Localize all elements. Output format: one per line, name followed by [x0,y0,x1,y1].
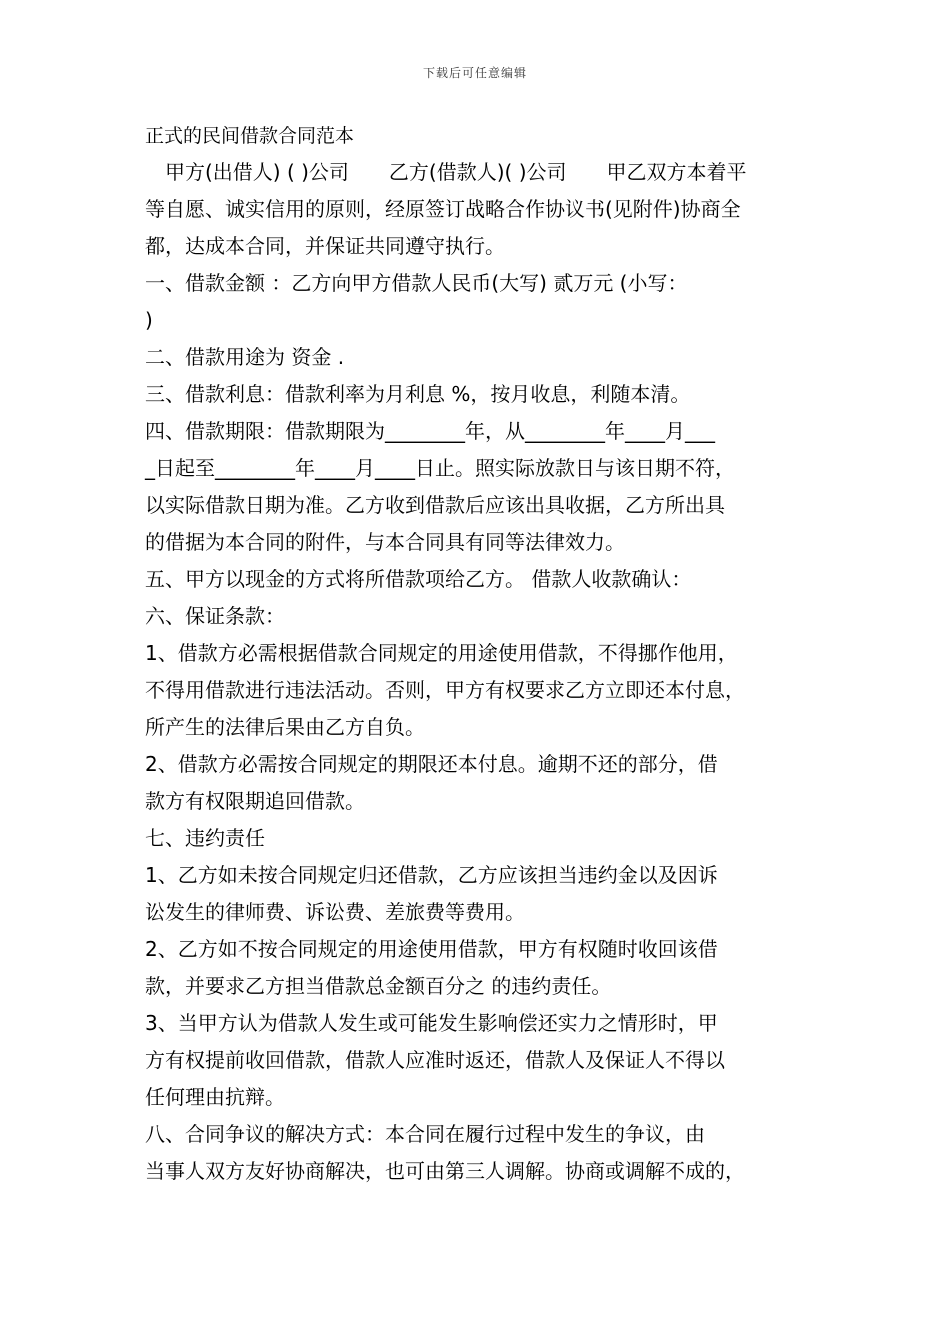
paragraph-line: 八、合同争议的解决方式：本合同在履行过程中发生的争议，由 [145,1122,705,1146]
paragraph-line: 甲方(出借人) ( )公司 乙方(借款人)( )公司 甲乙双方本着平 [145,160,747,184]
paragraph-line: 2、借款方必需按合同规定的期限还本付息。逾期不还的部分，借 [145,752,718,776]
paragraph-line: 五、甲方以现金的方式将所借款项给乙方。 借款人收款确认： [145,567,692,591]
paragraph-line: ) [145,308,153,332]
paragraph-line: 的借据为本合同的附件，与本合同具有同等法律效力。 [145,530,625,554]
paragraph-line: 七、违约责任 [145,826,265,850]
paragraph-line: 一、借款金额 ：乙方向甲方借款人民币(大写) 贰万元 (小写： [145,271,688,295]
paragraph-line: 都，达成本合同，并保证共同遵守执行。 [145,234,505,258]
contract-body [145,154,825,1190]
paragraph-line: 2、乙方如不按合同规定的用途使用借款，甲方有权随时收回该借 [145,937,718,961]
paragraph-line: 三、借款利息：借款利率为月利息 %，按月收息，利随本清。 [145,382,691,406]
paragraph-line: 以实际借款日期为准。乙方收到借款后应该出具收据，乙方所出具 [145,493,725,517]
paragraph-line: 二、借款用途为 资金 . [145,345,345,369]
paragraph-line: 等自愿、诚实信用的原则，经原签订战略合作协议书(见附件)协商全 [145,197,741,221]
document-title: 正式的民间借款合同范本 [145,125,355,147]
paragraph-line: _日起至________年____月____日止。照实际放款日与该日期不符， [145,456,735,480]
paragraph-line: 所产生的法律后果由乙方自负。 [145,715,425,739]
paragraph-line: 款方有权限期追回借款。 [145,789,365,813]
paragraph-line: 讼发生的律师费、诉讼费、差旅费等费用。 [145,900,525,924]
paragraph-line: 四、借款期限：借款期限为________年，从________年____月___ [145,419,715,443]
header-note: 下载后可任意编辑 [422,66,527,80]
paragraph-line: 3、当甲方认为借款人发生或可能发生影响偿还实力之情形时，甲 [145,1011,718,1035]
paragraph-line: 不得用借款进行违法活动。否则，甲方有权要求乙方立即还本付息， [145,678,745,702]
paragraph-line: 方有权提前收回借款，借款人应准时返还，借款人及保证人不得以 [145,1048,725,1072]
paragraph-line: 款，并要求乙方担当借款总金额百分之 的违约责任。 [145,974,612,998]
paragraph-line: 1、乙方如未按合同规定归还借款，乙方应该担当违约金以及因诉 [145,863,718,887]
paragraph-line: 当事人双方友好协商解决，也可由第三人调解。协商或调解不成的， [145,1159,745,1183]
paragraph-line: 六、保证条款： [145,604,285,628]
paragraph-line: 任何理由抗辩。 [145,1085,285,1109]
paragraph-line: 1、借款方必需根据借款合同规定的用途使用借款，不得挪作他用， [145,641,738,665]
